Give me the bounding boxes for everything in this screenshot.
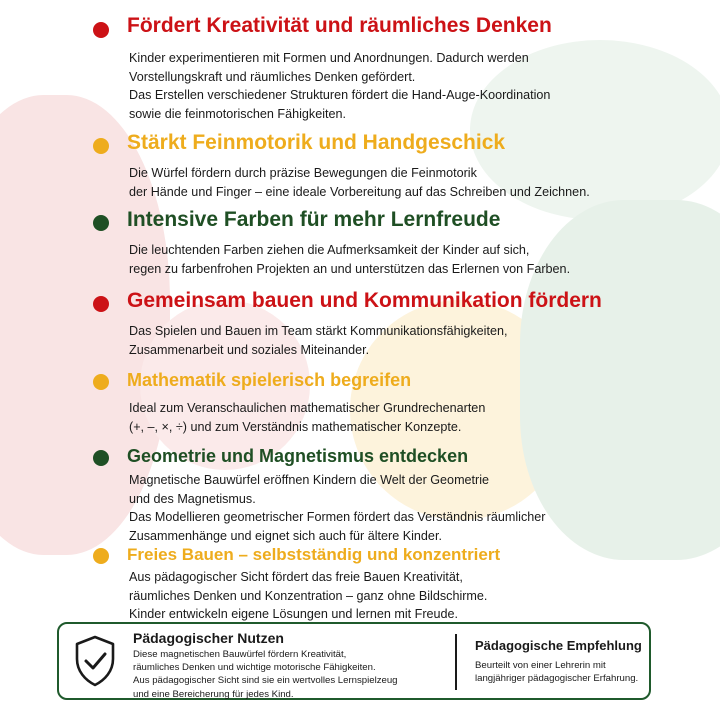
shield-check-icon (73, 635, 117, 687)
pedagogical-recommendation: Pädagogische Empfehlung Beurteilt von einer Lehrerin mit langjähriger pädagogischer Erfahrung. (475, 638, 642, 685)
section-title: Fördert Kreativität und räumliches Denken (127, 14, 552, 37)
yellow-bullet-icon (93, 548, 109, 564)
section-title: Geometrie und Magnetismus entdecken (127, 446, 469, 466)
section-title: Intensive Farben für mehr Lernfreude (127, 208, 501, 231)
section-text: Die Würfel fördern durch präzise Bewegungen die Feinmotorik der Hände und Finger – eine ideale Vorbereitung auf das Schreiben und Zeichnen. (129, 166, 590, 199)
section-text: Magnetische Bauwürfel eröffnen Kindern die Welt der Geometrie und des Magnetismus. Das Modellieren geometrischer Formen fördert das Verständnis räumlicher Zusammenhänge und eignet sich auch für ältere Kinder. (129, 473, 546, 543)
recommendation-title: Pädagogische Empfehlung (475, 638, 642, 653)
section-text: Ideal zum Veranschaulichen mathematischer Grundrechenarten (+, –, ×, ÷) und zum Verständnis mathematischer Konzepte. (129, 401, 486, 434)
section-text: Kinder experimentieren mit Formen und Anordnungen. Dadurch werden Vorstellungskraft und räumliches Denken gefördert. Das Erstellen verschiedener Strukturen fördert die Hand-Auge-Koordination sowie die feinmotorischen Fähigkeiten. (129, 51, 551, 121)
red-bullet-icon (93, 296, 109, 312)
section-text: Die leuchtenden Farben ziehen die Aufmerksamkeit der Kinder auf sich, regen zu farbenfrohen Projekten an und unterstützen das Erlernen von Farben. (129, 243, 571, 276)
yellow-bullet-icon (93, 374, 109, 390)
green-bullet-icon (93, 450, 109, 466)
pedagogical-info-box (57, 622, 651, 700)
pedagogical-benefit: Pädagogischer Nutzen Diese magnetischen Bauwürfel fördern Kreativität, räumliches Denken und wichtige motorische Fähigkeiten. Aus pädagogischer Sicht sind sie ein wertvolles Lernspielzeug und eine Bereicherung für jedes Kind. (133, 630, 398, 700)
yellow-bullet-icon (93, 138, 109, 154)
section-text: Aus pädagogischer Sicht fördert das freie Bauen Kreativität, räumliches Denken und Konzentration – ganz ohne Bildschirme. Kinder entwickeln eigene Lösungen und lernen mit Freude. (129, 570, 488, 621)
benefit-title: Pädagogischer Nutzen (133, 630, 284, 646)
section-title: Gemeinsam bauen und Kommunikation fördern (127, 289, 602, 312)
section-title: Freies Bauen – selbstständig und konzentriert (127, 545, 501, 564)
box-divider (455, 634, 457, 690)
green-bullet-icon (93, 215, 109, 231)
red-bullet-icon (93, 22, 109, 38)
section-title: Stärkt Feinmotorik und Handgeschick (127, 131, 506, 154)
section-title: Mathematik spielerisch begreifen (127, 370, 412, 390)
section-text: Das Spielen und Bauen im Team stärkt Kommunikationsfähigkeiten, Zusammenarbeit und soziales Miteinander. (129, 324, 508, 357)
